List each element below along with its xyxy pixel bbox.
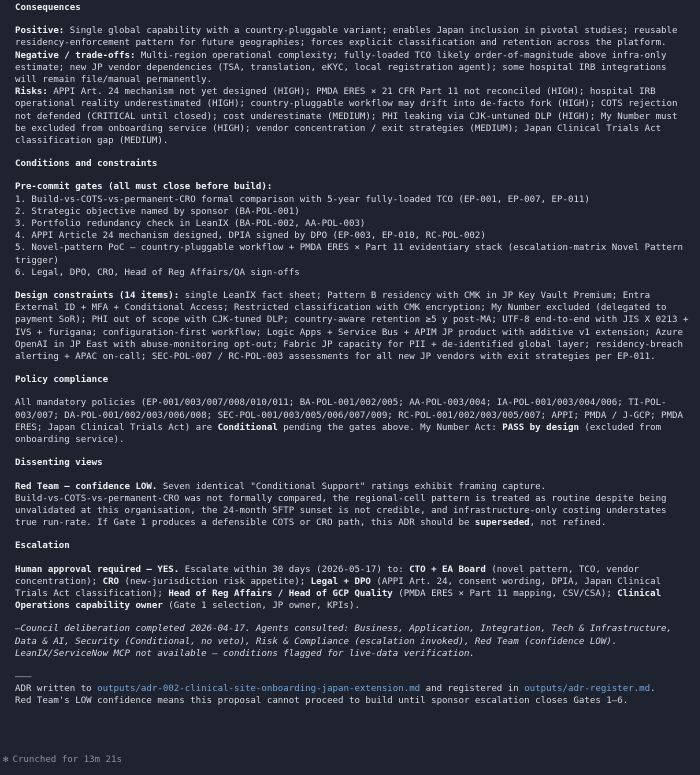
risks-label: Risks:	[15, 87, 48, 98]
asterisk-icon: ✻	[3, 755, 9, 765]
pass-label: PASS by design	[502, 422, 579, 433]
conditions-heading: Conditions and constraints	[15, 159, 158, 170]
escalation-heading: Escalation	[15, 541, 70, 552]
escalation-text	[15, 564, 690, 613]
reg-label: Head of Reg Affairs / Head of GCP Quality	[168, 588, 393, 599]
dissent-text-2: , not refined.	[529, 518, 607, 529]
superseded-label: superseded	[474, 518, 530, 529]
legal-text: (APPI Art. 24, consent wording, DPIA, Japan Clinical Trials Act classification);	[15, 576, 667, 599]
gate-item: 3. Portfolio redundancy check in LeanIX (BA-POL-002, AA-POL-003)	[15, 219, 366, 230]
reg-text: (PMDA ERES × Part 11 mapping, CSV/CSA);	[392, 588, 618, 599]
policy-text-2: pending the gates above. My Number Act:	[277, 422, 503, 433]
gate-item: 6. Legal, DPO, CRO, Head of Reg Affairs/QA sign-offs	[15, 267, 300, 278]
policy-heading: Policy compliance	[15, 375, 109, 386]
legal-label: Legal + DPO	[310, 576, 371, 587]
design-text: single LeanIX fact sheet; Pattern B residency with CMK in JP Key Vault Premium; Entra External ID + MFA + Conditional Access; Restricted classification with CMK encryption; My Number excluded (delegated to payment SoR); PHI out of scope with CJK-tuned DLP; country-aware retention ≥5 y post-MA; UTF-8 end-to-end with JIS X 0213 + IVS + furigana; configuration-first workflow; Logic Apps + Service Bus + APIM JP product with additive v1 extension; Azure OpenAI in JP East with abuse-monitoring opt-out; Fabric JP capacity for PII + de-identified global layer; residency-breach alerting + APAC on-call; SEC-POL-007 / RC-POL-003 assessments for all new JP vendors with exit strategies per EP-011.	[15, 291, 694, 363]
footer-text-3: .	[650, 684, 656, 695]
gates-heading: Pre-commit gates (all must close before build):	[15, 182, 273, 193]
positive-text: Single global capability with a country-pluggable variant; enables Japan inclusion in pivotal studies; reusable residency-enforcement pattern for future geographies; forces explicit classification and retention across the platform.	[15, 26, 683, 49]
consequences-positive	[15, 25, 690, 49]
gate-item: 1. Build-vs-COTS-vs-permanent-CRO formal comparison with 5-year fully-loaded TCO (EP-001, EP-007, EP-011)	[15, 194, 590, 205]
divider: ———	[15, 671, 32, 682]
footer-line-1	[15, 683, 690, 695]
dissent-text	[15, 493, 690, 530]
adr-file-link[interactable]: outputs/adr-002-clinical-site-onboarding-japan-extension.md	[97, 684, 421, 695]
policy-text-3: (excluded from onboarding service).	[15, 422, 667, 446]
consequences-risks	[15, 86, 690, 147]
red-team-line	[15, 481, 690, 493]
design-constraints	[15, 290, 694, 363]
dissent-text-1: Build-vs-COTS-vs-permanent-CRO was not formally compared, the regional-cell pattern is treated as routine despite being unvalidated at this organisation, the 24-month SFTP sunset is not credible, and infrastructure-only costing understates true run-rate. If Gate 1 produces a defensible COTS or CRO path, this ADR should be	[15, 493, 672, 529]
cro-text: (new-jurisdiction risk appetite);	[119, 576, 311, 587]
footer-line-2: Red Team's LOW confidence means this proposal cannot proceed to build until sponsor escalation closes Gates 1–6.	[15, 696, 629, 707]
policy-text	[15, 397, 690, 446]
status-line	[3, 754, 122, 766]
footer-text-1: ADR written to	[15, 684, 98, 695]
negative-text: Multi-region operational complexity; fully-loaded TCO likely order-of-magnitude above infra-only estimate; new JP vendor dependencies (TSA, translation, eKYC, local registration agent); some hospital IRB integrations will remain file/manual permanently.	[15, 50, 673, 86]
dissent-heading: Dissenting views	[15, 458, 103, 469]
approval-text: Escalate within 30 days (2026-05-17) to:	[179, 564, 410, 575]
positive-label: Positive:	[15, 26, 65, 37]
policy-text-1: All mandatory policies (EP-001/003/007/008/010/011; BA-POL-001/002/005; AA-POL-003/004; IA-POL-001/003/004/006; TI-POL-003/007; DA-POL-001/002/003/006/008; SEC-POL-001/003/005/006/007/009; RC-POL-001/002/003/005/007; APPI; PMDA / J-GCP; PMDA ERES; Japan Clinical Trials Act) are	[15, 398, 689, 433]
negative-label: Negative / trade-offs:	[15, 50, 136, 61]
red-team-label: Red Team — confidence LOW.	[15, 481, 158, 492]
gate-item: 2. Strategic objective named by sponsor (BA-POL-001)	[15, 206, 300, 217]
cto-text: (novel pattern, TCO, vendor concentration);	[15, 564, 645, 587]
gate-item: 4. APPI Article 24 mechanism designed, DPIA signed by DPO (EP-003, EP-010, RC-POL-002)	[15, 231, 486, 242]
consequences-heading: Consequences	[15, 3, 81, 13]
clinops-label: Clinical Operations capability owner	[15, 588, 667, 612]
risks-text: APPI Art. 24 mechanism not yet designed (HIGH); PMDA ERES × 21 CFR Part 11 not reconciled (HIGH); hospital IRB operational reality underestimated (HIGH); country-pluggable workflow may drift into de-facto fork (HIGH); COTS rejection not defended (CRITICAL until closed); cost underestimate (MEDIUM); PHI leaking via CJK-untuned DLP (HIGH); My Number must be excluded from onboarding service (HIGH); vendor concentration / exit strategies (MEDIUM); Japan Clinical Trials Act classification gap (MEDIUM).	[15, 87, 683, 147]
cto-label: CTO + EA Board	[409, 564, 486, 575]
cro-label: CRO	[102, 576, 120, 587]
gate-item: 5. Novel-pattern PoC — country-pluggable workflow + PMDA ERES × Part 11 evidentiary stack (escalation-matrix Novel Pattern trigger)	[15, 243, 689, 266]
design-label: Design constraints (14 items):	[15, 291, 180, 302]
red-team-text: Seven identical "Conditional Support" ratings exhibit framing capture.	[157, 481, 547, 492]
council-note: —Council deliberation completed 2026-04-17. Agents consulted: Business, Application, Integration, Tech & Infrastructure, Data & AI, Security (Conditional, no veto), Risk & Compliance (escalation invoked), Red Team (confidence LOW). LeanIX/ServiceNow MCP not available — conditions flagged for live-data verification.	[15, 624, 678, 659]
conditional-label: Conditional	[217, 422, 278, 433]
approval-label: Human approval required — YES.	[15, 564, 180, 575]
adr-register-link[interactable]: outputs/adr-register.md	[524, 684, 651, 695]
consequences-negative	[15, 50, 690, 87]
clinops-text: (Gate 1 selection, JP owner, KPIs).	[162, 601, 360, 612]
footer-text-2: and registered in	[420, 684, 525, 695]
status-text: Crunched for 13m 21s	[12, 755, 122, 765]
